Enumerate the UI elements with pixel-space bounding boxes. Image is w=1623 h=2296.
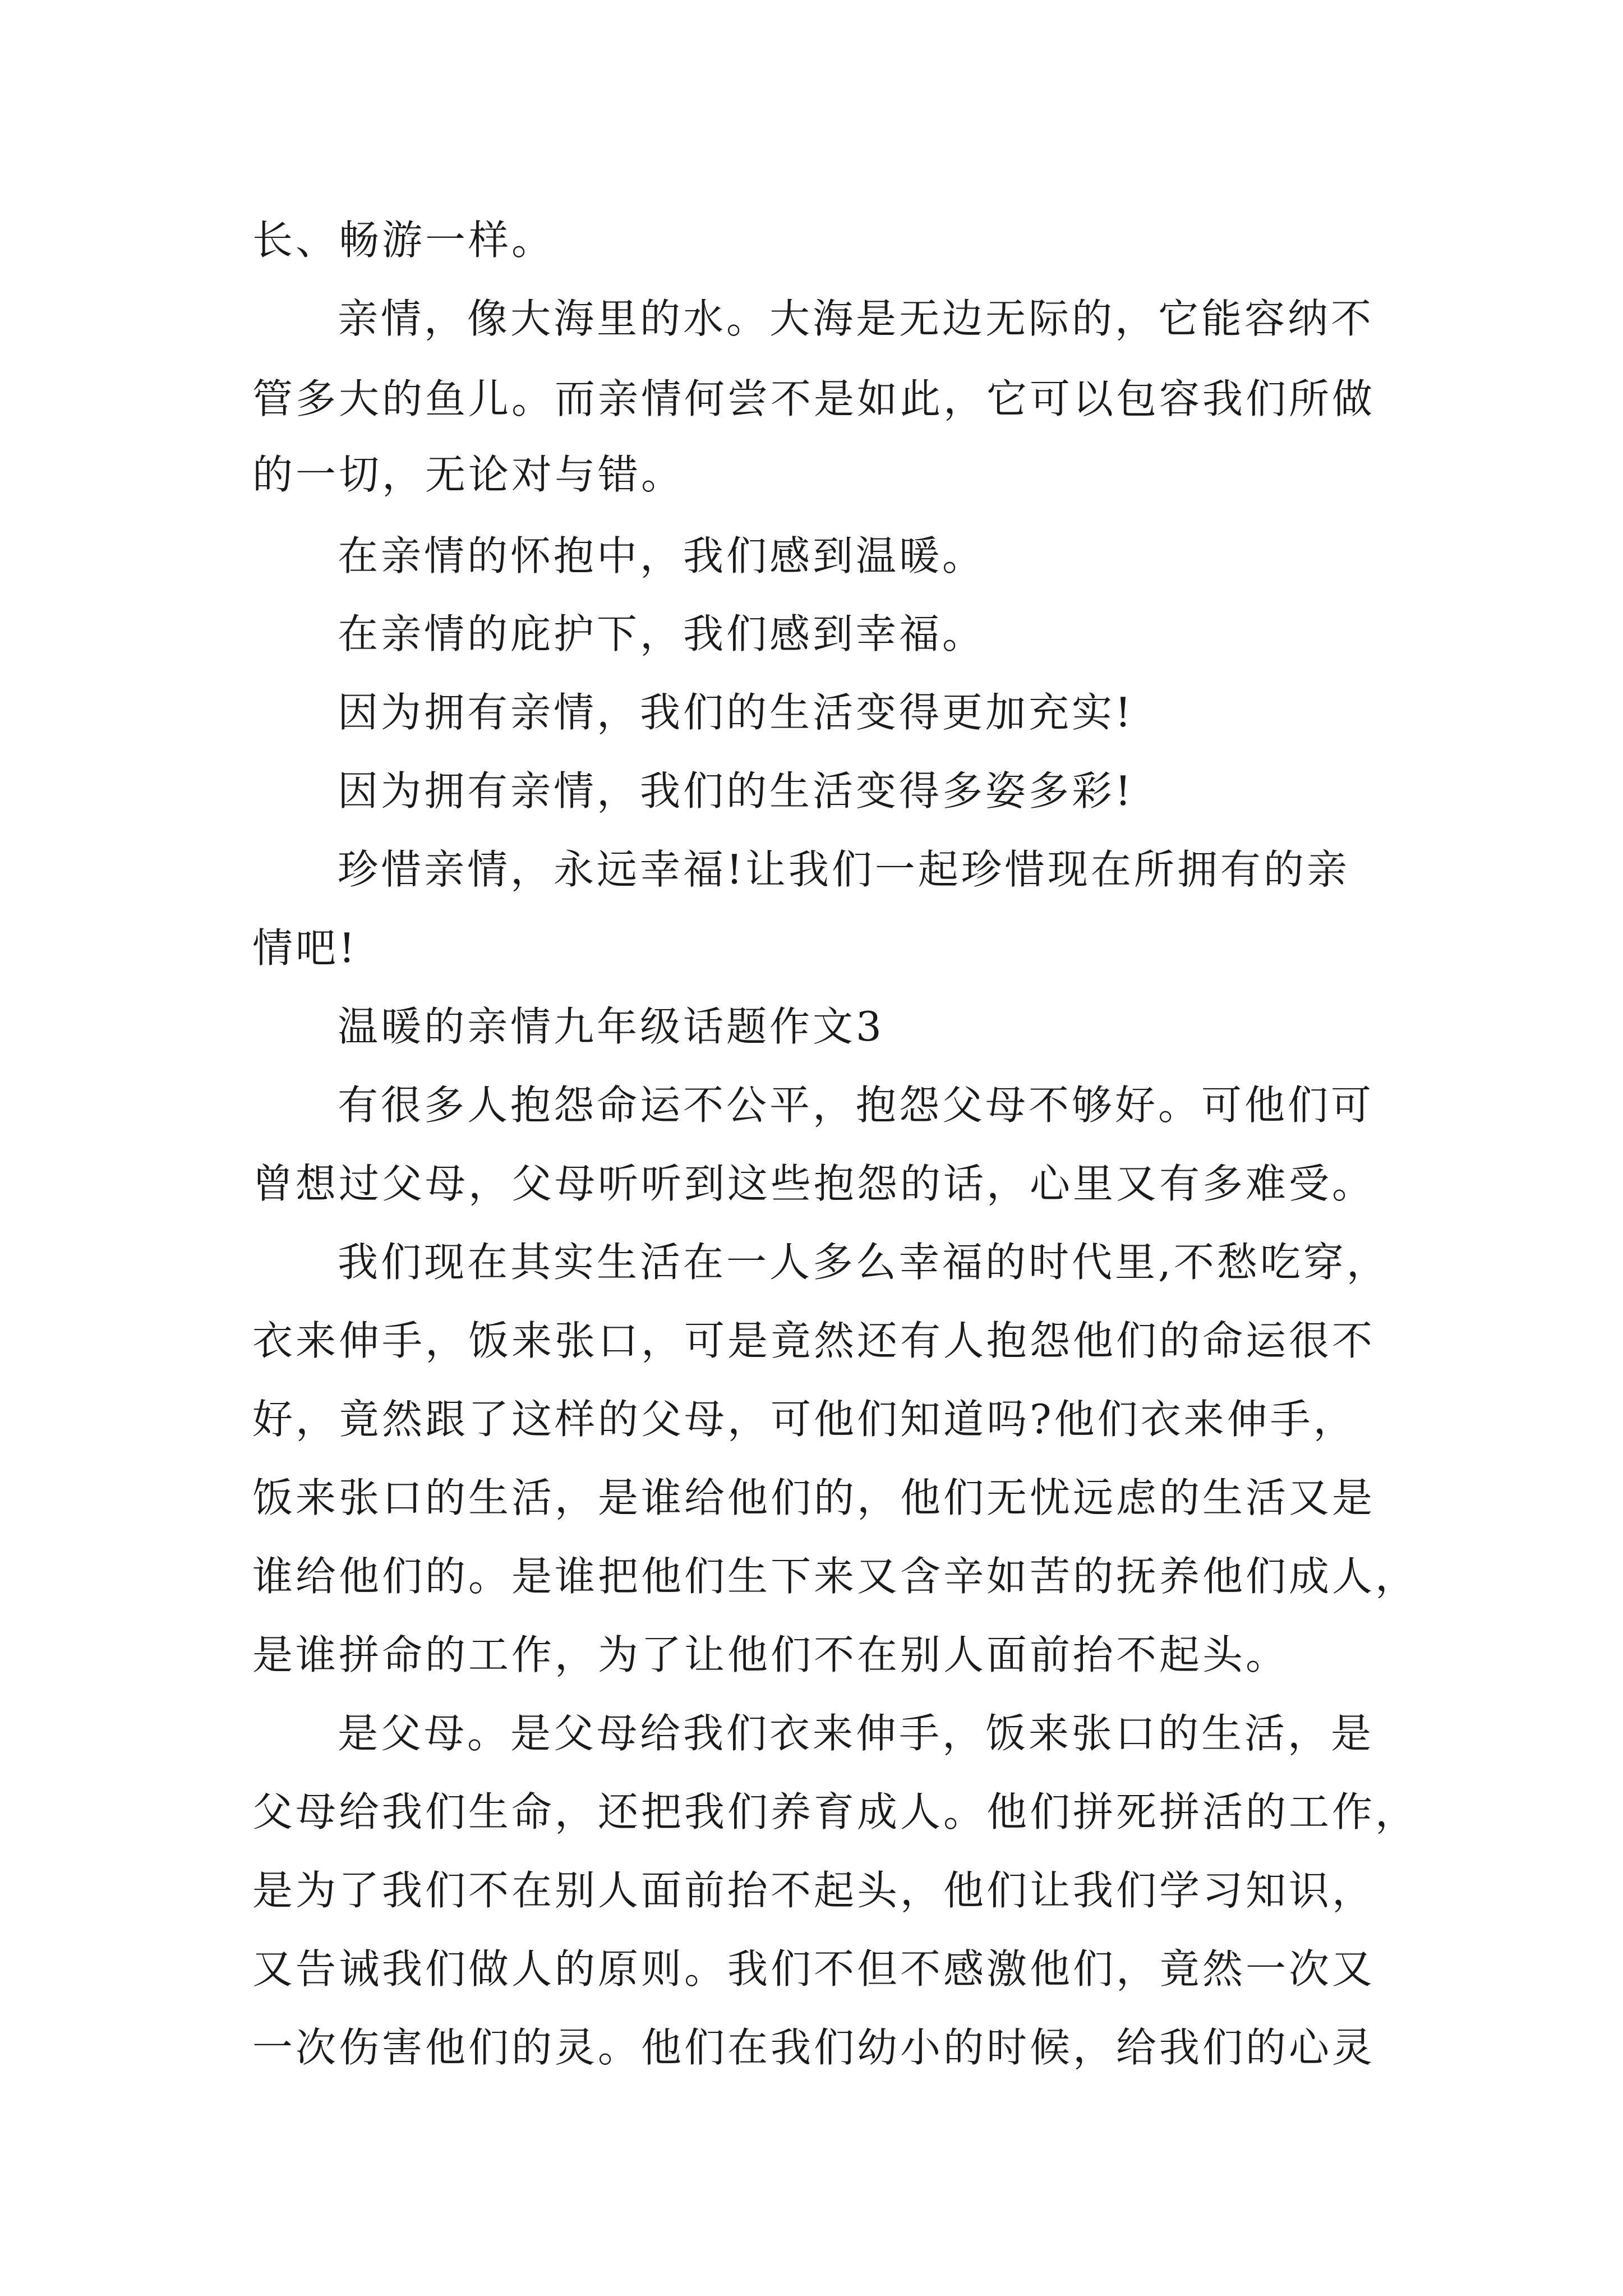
text-line: 饭来张口的生活，是谁给他们的，他们无忧远虑的生活又是 [252, 1474, 1376, 1521]
text-line: 是谁拼命的工作，为了让他们不在别人面前抬不起头。 [252, 1631, 1289, 1678]
section-heading: 温暖的亲情九年级话题作文3 [338, 1003, 884, 1050]
text-line: 的一切，无论对与错。 [252, 451, 685, 498]
text-line: 亲情，像大海里的水。大海是无边无际的，它能容纳不 [338, 295, 1375, 342]
text-line: 曾想过父母，父母听听到这些抱怨的话，心里又有多难受。 [252, 1160, 1376, 1207]
text-line: 是为了我们不在别人面前抬不起头，他们让我们学习知识， [252, 1867, 1376, 1914]
text-line: 父母给我们生命，还把我们养育成人。他们拼死拼活的工作， [252, 1788, 1419, 1835]
text-line: 在亲情的庇护下，我们感到幸福。 [338, 610, 986, 657]
text-line: 在亲情的怀抱中，我们感到温暖。 [338, 532, 986, 579]
text-line: 珍惜亲情，永远幸福!让我们一起珍惜现在所拥有的亲 [338, 846, 1350, 893]
text-line: 管多大的鱼儿。而亲情何尝不是如此，它可以包容我们所做 [252, 375, 1376, 422]
text-line: 谁给他们的。是谁把他们生下来又含辛如苦的抚养他们成人， [252, 1553, 1419, 1600]
text-line: 好，竟然跟了这样的父母，可他们知道吗?他们衣来伸手， [252, 1396, 1357, 1443]
text-line: 因为拥有亲情，我们的生活变得多姿多彩! [338, 767, 1134, 815]
text-line: 又告诫我们做人的原则。我们不但不感激他们，竟然一次又 [252, 1945, 1376, 1993]
text-line: 因为拥有亲情，我们的生活变得更加充实! [338, 689, 1134, 736]
text-line: 我们现在其实生活在一人多么幸福的时代里,不愁吃穿， [338, 1239, 1390, 1286]
text-line: 有很多人抱怨命运不公平，抱怨父母不够好。可他们可 [338, 1082, 1375, 1129]
text-line: 长、畅游一样。 [252, 217, 555, 264]
text-line: 衣来伸手，饭来张口，可是竟然还有人抱怨他们的命运很不 [252, 1317, 1376, 1364]
text-line: 情吧! [252, 924, 358, 972]
text-line: 是父母。是父母给我们衣来伸手，饭来张口的生活，是 [338, 1710, 1375, 1757]
text-line: 一次伤害他们的灵。他们在我们幼小的时候，给我们的心灵 [252, 2024, 1376, 2071]
